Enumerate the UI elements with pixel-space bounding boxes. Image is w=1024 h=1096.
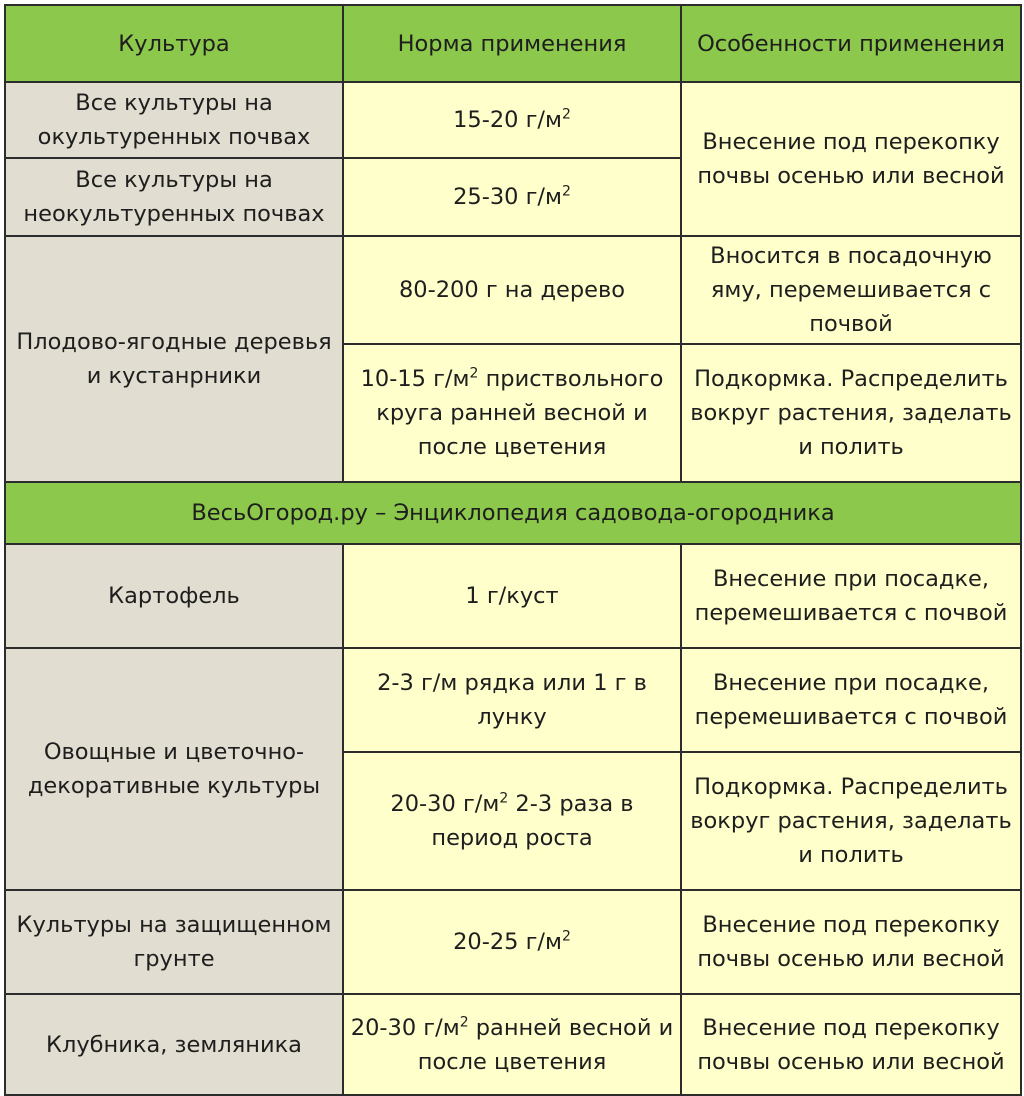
- header-row: [5, 5, 1021, 82]
- header-notes: Особенности применения: [681, 5, 1021, 82]
- table-row: [5, 890, 1021, 994]
- crop-cell: Все культуры на окультуренных почвах: [5, 82, 343, 158]
- notes-cell: Внесение под перекопку почвы осенью или весной: [681, 994, 1021, 1095]
- notes-cell: Подкормка. Распределить вокруг растения, заделать и полить: [681, 344, 1021, 482]
- notes-cell: Внесение под перекопку почвы осенью или весной: [681, 890, 1021, 994]
- rate-cell: 80-200 г на дерево: [343, 236, 681, 344]
- header-rate: Норма применения: [343, 5, 681, 82]
- notes-cell: Подкормка. Распределить вокруг растения, заделать и полить: [681, 752, 1021, 890]
- notes-cell: Внесение при посадке, перемешивается с почвой: [681, 648, 1021, 752]
- table-row: [5, 994, 1021, 1095]
- banner-row: [5, 482, 1021, 544]
- notes-cell: Вносится в посадочную яму, перемешивается с почвой: [681, 236, 1021, 344]
- notes-cell: Внесение под перекопку почвы осенью или весной: [681, 82, 1021, 236]
- rate-cell: 20-30 $г/м^2$ ранней весной и после цветения: [343, 994, 681, 1095]
- fertilizer-table: [4, 4, 1022, 1096]
- crop-cell: Плодово-ягодные деревья и кустанрники: [5, 236, 343, 482]
- table-row: [5, 82, 1021, 158]
- crop-cell: Культуры на защищенном грунте: [5, 890, 343, 994]
- notes-cell: Внесение при посадке, перемешивается с почвой: [681, 544, 1021, 648]
- rate-cell: 10-15 $г/м^2$ приствольного круга ранней весной и после цветения: [343, 344, 681, 482]
- crop-cell: Овощные и цветочно-декоративные культуры: [5, 648, 343, 890]
- crop-cell: Все культуры на неокультуренных почвах: [5, 158, 343, 236]
- table-row: [5, 544, 1021, 648]
- rate-cell: 20-25 $г/м^2$: [343, 890, 681, 994]
- crop-cell: Картофель: [5, 544, 343, 648]
- rate-cell: 25-30 $г/м^2$: [343, 158, 681, 236]
- rate-cell: 20-30 $г/м^2$ 2-3 раза в период роста: [343, 752, 681, 890]
- table-row: [5, 236, 1021, 344]
- header-crop: Культура: [5, 5, 343, 82]
- rate-cell: 1 г/куст: [343, 544, 681, 648]
- crop-cell: Клубника, земляника: [5, 994, 343, 1095]
- site-banner: ВесьОгород.ру – Энциклопедия садовода-огородника: [5, 482, 1021, 544]
- table-row: [5, 648, 1021, 752]
- rate-cell: 15-20 $г/м^2$: [343, 82, 681, 158]
- rate-cell: 2-3 г/м рядка или 1 г в лунку: [343, 648, 681, 752]
